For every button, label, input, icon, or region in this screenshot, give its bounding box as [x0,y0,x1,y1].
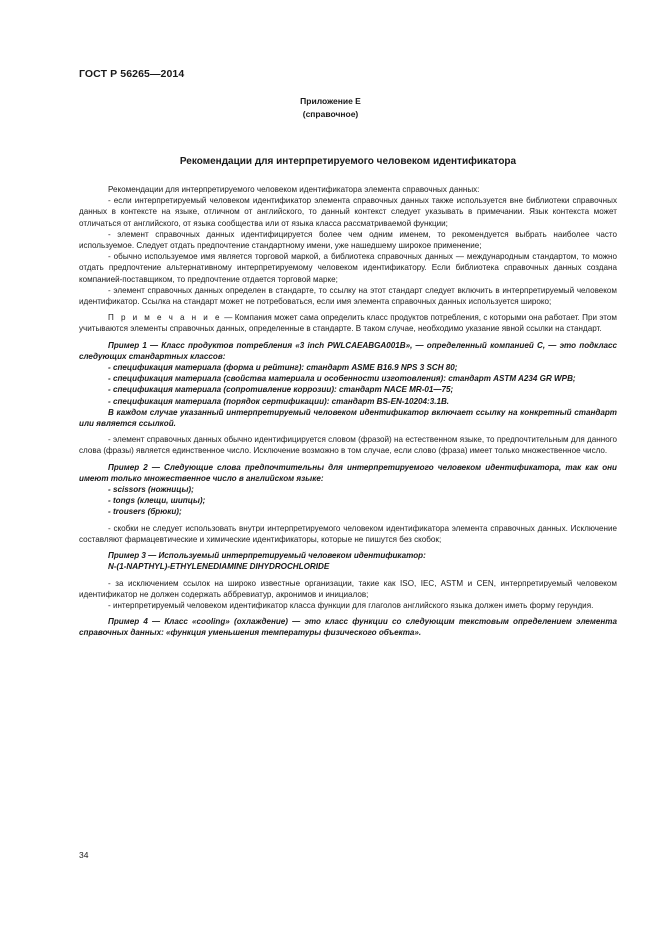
paragraph-list-item: - обычно используемое имя является торговой маркой, а библиотека справочных данных — международным стандартом, то можно отдать предпочтение альтернативному интерпретируемому человеком идентификатору. Если библиотека справочных данных создана компанией-поставщиком, то предпочтение отдается торговой марке; [79,252,617,284]
paragraph-list-item: - если интерпретируемый человеком идентификатор элемента справочных данных также используется вне библиотеки справочных данных в контексте на языке, отличном от английского, то данный контекст следует указывать в примечании. Язык контекста может отличаться от английского, от языка сообщества или от языка класса рассматриваемой функции; [79,196,617,228]
paragraph-intro: Рекомендации для интерпретируемого человеком идентификатора элемента справочных данных: [108,185,480,194]
paragraph-list-item: - скобки не следует использовать внутри интерпретируемого человеком идентификатора элемента справочных данных. Исключение составляют фармацевтические и химические идентификаторы, которые не пишутся без скобок; [79,523,617,544]
example-1-item: - спецификация материала (сопротивление коррозии): стандарт NACE MR-01—75; [108,385,454,395]
example-1-item: - спецификация материала (порядок сертификации): стандарт BS-EN-10204:3.1B. [108,396,450,406]
example-3-heading: Пример 3 — Используемый интерпретируемый человеком идентификатор: [108,551,426,561]
paragraph-list-item: - элемент справочных данных определен в стандарте, то ссылку на этот стандарт следует включить в интерпретируемый человеком идентификатор. Ссылка на стандарт может не потребоваться, если имя элемента справочных данных используется широко; [79,285,617,307]
example-1-item: - спецификация материала (свойства материала и особенности изготовления): стандарт ASTM A234 GR WPB; [108,374,576,384]
paragraph-list-item: - за исключением ссылок на широко известные организации, такие как ISO, IEC, ASTM и CEN, интерпретируемый человеком идентификатор не должен содержать аббревиатур, акронимов и инициалов; [79,578,617,599]
document-body [79,184,617,639]
example-2-item: - scissors (ножницы); [108,485,194,495]
example-2-item: - tongs (клещи, шипцы); [108,496,206,506]
note-label: П р и м е ч а н и е [108,313,222,323]
paragraph-list-item: - элемент справочных данных идентифицируется более чем одним именем, то рекомендуется выбрать наиболее часто используемое. Следует отдать предпочтение стандартному имени, уже нашедшему широкое применение; [79,229,617,251]
example-1-item: - спецификация материала (форма и рейтинг): стандарт ASME B16.9 NPS 3 SCH 80; [108,363,458,373]
paragraph-list-item: - элемент справочных данных обычно идентифицируется словом (фразой) на естественном языке, то предпочтительным для данного слова (фразы) является единственное число. Исключение возможно в том случае, если слово (фраза) имеет только множественное число. [79,435,617,456]
document-code: ГОСТ Р 56265—2014 [79,68,185,80]
note-text: — Компания может сама определить класс продуктов потребления, с которыми она работает. При этом учитываются элементы справочных данных, определенные в стандарте. В таком случае, необходимо указание явной ссылки на стандарт. [79,313,617,334]
page-number: 34 [79,850,89,860]
example-4: Пример 4 — Класс «cooling» (охлаждение) — это класс функции со следующим текстовым определением элемента справочных данных: «функция уменьшения температуры физического объекта». [79,617,617,638]
example-2-heading: Пример 2 — Следующие слова предпочтительны для интерпретируемого человеком идентификатора, так как они имеют только множественное число в английском языке: [79,462,617,483]
example-1-heading: Пример 1 — Класс продуктов потребления «3 inch PWLCAEABGA001B», — определенный компанией С, — это подкласс следующих стандартных классов: [79,340,617,361]
section-title: Рекомендации для интерпретируемого человеком идентификатора [179,156,517,167]
appendix-heading [0,95,661,121]
appendix-type: (справочное) [302,109,359,119]
example-3-identifier: N-(1-NAPTHYL)-ETHYLENEDIAMINE DIHYDROCHLORIDE [108,562,330,572]
paragraph-list-item: - интерпретируемый человеком идентификатор класса функции для глаголов английского языка должен иметь форму герундия. [108,600,594,610]
note-paragraph [79,312,617,334]
example-2-item: - trousers (брюки); [108,507,182,517]
appendix-label: Приложение Е [300,96,361,106]
example-1-conclusion: В каждом случае указанный интерпретируемый человеком идентификатор включает ссылку на конкретный стандарт или является ссылкой. [79,407,617,429]
